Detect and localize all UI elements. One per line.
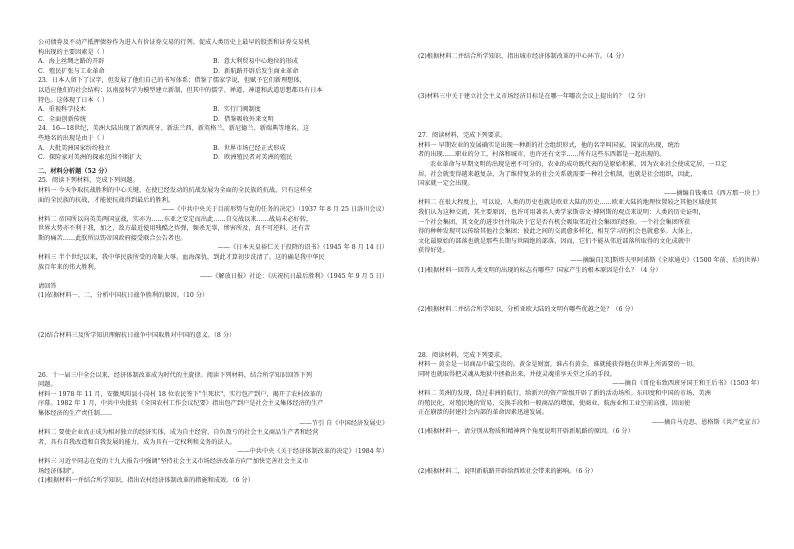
q28-m1-line-2: 同时也就取得把灵魂从地狱中拯救出来，并使灵魂重享天堂之乐的手段。 bbox=[418, 370, 616, 378]
q25-m3-source: ——《解放日报》社论：《庆祝抗日最后胜利》（1945 年 9 月 5 日） bbox=[199, 273, 388, 281]
option-row bbox=[38, 153, 388, 163]
q26-m1-line-1: 材料一 1978 年 11 月，安徽凤阳县小岗村 18 位农民签下"生死状"，实行包产到户，揭开了农村改革的 bbox=[38, 390, 323, 398]
q27-sub1: (1)根据材料一回答人类文明的出现的标志有哪些？国家产生的根本原因是什么？（4 分） bbox=[418, 266, 662, 274]
q26-m3-line-1: 材料三 习近平同志在党的十九大报告中强调"坚持社会主义市场经济改革方向""加快完善社会主义市 bbox=[38, 457, 309, 465]
option-d: D．借鉴吸收外来文明 bbox=[213, 115, 274, 123]
option-c: C．殖民扩张与工业革命 bbox=[38, 67, 105, 75]
q28-m2-line-2: 的殖民化，对殖民地的贸易、交换手段和一般商品的增加，使商业、航海业和工业空前高涨，因而使 bbox=[418, 399, 691, 407]
q27-m2-line-2: 我们认为这种交流，其主要原因，也许可用著名人类学家斯蒂文·博阿斯的观点来说明：人类的历史证明， bbox=[418, 208, 705, 216]
q26-m2-line-1: 材料二 要使企业真正成为相对独立的经济实体，成为自主经营、自负盈亏的社会主义商品生产者和经营 bbox=[38, 429, 319, 437]
option-row bbox=[38, 144, 388, 154]
q27-m1-line-2: 者的出现……职业的分工，村落和城市，也许还有文字……所有这些东西都是一起出现的。 bbox=[418, 151, 666, 159]
option-a: A．大批美洲国家纷纷独立 bbox=[38, 144, 111, 152]
q25-m2-line-1: 材料二 帝国所以向英美两国宣战，实亦为……东亚之安定而出此……自交战以来……战局未必好转， bbox=[38, 215, 313, 223]
q23-line-1: 23．日本人留下了汉字，但发展了他们自己的书写体系；借鉴了儒家学说，但赋予它们新理想体， bbox=[38, 77, 306, 85]
q23-line-2: 以适应他们的社会结构；以南蛮科学为模型建立新制，但其中的儒学、禅道、神道和武道思想都具有日本 bbox=[38, 86, 323, 94]
q27-m1-line-3: 农业革命与早期文明的出现是密不可分的，农业的成功既代表的是原始积累，因为农业社会使成定居，一旦定 bbox=[430, 160, 727, 168]
option-row bbox=[38, 57, 388, 67]
q25-m3-line-1: 材料三 半个世纪以来，我中华民族所受的奇耻大辱，血海深仇，到此才算初步洗清了。这的确是我中华民 bbox=[38, 254, 325, 262]
q26-m3-line-2: 场经济体制"。 bbox=[38, 467, 78, 475]
q28-m2-source: ——摘自马克思、恩格斯《共产党宣言》 bbox=[651, 418, 763, 426]
ask-label: 请回答 bbox=[38, 282, 57, 290]
q27-m1-line-1: 材料一 早期农业的发展确实是出现一种新的社会组织形式，他的名字叫国家。国家的出现，统治 bbox=[418, 141, 680, 149]
option-d: D．新航路开辟后发生商业革命 bbox=[213, 67, 299, 75]
option-b: B．意大利贸易中心地位的形成 bbox=[213, 58, 298, 66]
q28-sub1: (1)根据材料一，请分别从物质和精神两个角度说明开辟新航路的原因。（6 分） bbox=[418, 428, 634, 436]
q26-m1-line-3: 集体经济的生产责任制…… bbox=[38, 410, 113, 417]
q25-m1-line-2: 面的全民族的抗战，才能使抗战得到最后的胜利。 bbox=[38, 196, 175, 204]
q27-heading: 27．阅读材料，完成下列要求。 bbox=[418, 132, 507, 140]
q25-m1-source: ——《中共中央关于目前形势与党的任务的决定》（1937 年 8 月 25 日洛川会议） bbox=[161, 206, 388, 214]
q27-m2-line-4: 得的种种发现可以传给其他社会集团；彼此之间的交流愈多样化，相互学习的机会也就愈多。大体上， bbox=[418, 228, 697, 236]
q27-m2-line-6: 获得好处。 bbox=[418, 247, 449, 255]
q26-head-line-1: 26．十一届三中全会以来，经济体制改革成为时代的主旋律。阅读下列材料，结合所学知识回答下列 bbox=[38, 371, 312, 379]
q24-line-2: 些地名的出现是由于（ ） bbox=[38, 134, 109, 142]
q28-m1-source: ——摘自《哥伦布致西班牙国王和王后书》（1503 年） bbox=[612, 380, 763, 388]
option-d: D．欧洲殖民者对美洲的殖民 bbox=[213, 154, 293, 162]
q27-sub2: (2)根据材料二并结合所学知识，分析亚欧大陆的文明有哪些优越之处？（6 分） bbox=[418, 306, 637, 314]
option-row bbox=[38, 105, 388, 115]
q25-m1-line-1: 材料一 今天争取抗战胜利的中心关键，在使已经发动的抗战发展为全面的全民族的抗战。只有这样全 bbox=[38, 186, 313, 194]
q27-m2-source: ——摘编自[美]斯塔夫里阿诺斯《全球通史》（1500 年前、后的世界） bbox=[570, 256, 763, 264]
intro-line-1: 公司债券及不动产抵押债券作为进入有价证券交易的行列。促成人类历史上最早的股票和证券交易机 bbox=[38, 39, 311, 46]
option-a: A．重视科学技术 bbox=[38, 106, 86, 114]
q28-sub2: (2)根据材料二，说明新航路开辟给西欧社会带来的影响。（6 分） bbox=[418, 468, 597, 476]
q26-m1-source: ——节引 自《中国经济发展史》 bbox=[299, 419, 388, 427]
q28-m2-line-1: 材料二 美洲的发现，绕过非洲的航行，给新兴的资产阶级开辟了新的活动场所。东印度和中国的市场，美洲 bbox=[418, 390, 711, 398]
q27-m2-line-3: 一个社会集团，其文化的进步往往取决于它是否有机会吸取邻近社会集团的经验。一个社会集团所获 bbox=[418, 218, 691, 226]
left-column bbox=[38, 38, 388, 486]
q26-head-line-2: 问题。 bbox=[38, 381, 57, 389]
q25-m3-line-2: 族百年来的伟大胜利。 bbox=[38, 263, 100, 271]
q24-line-1: 24．16—18世纪，美洲大陆出现了新西班牙、新法兰西、新英格兰、新尼德兰、新瑞典等地名，这 bbox=[38, 125, 310, 133]
q26-sub2: (2)根据材料二并结合所学知识，指出城市经济体制改革的中心环节。（4 分） bbox=[418, 53, 628, 60]
q25-m2-line-2: 世界大势亦不利于我，加之，敌方最近使用残酷之炸弹，频杀无辜，惨害所及，真不可逆料。还有苦 bbox=[38, 225, 311, 233]
q28-m1-line-1: 材料一 黄金是一切商品中最宝贵的。黄金是财富，谁占有黄金，谁就能获得他在世界上所需要的一切。 bbox=[418, 361, 699, 369]
option-a: A．海上丝绸之路的开辟 bbox=[38, 58, 105, 66]
option-b: B．实行门阀制度 bbox=[213, 106, 261, 114]
right-column bbox=[418, 38, 763, 477]
q27-m1-line-4: 居，社会就变得越来越复杂，为了维持复杂的社会关系就需要一种社会机制，也就是社会组织，因此， bbox=[418, 170, 697, 178]
section-heading: 二、材料分析题（52 分） bbox=[38, 167, 111, 175]
q27-m1-line-5: 国家就一定会出现。 bbox=[418, 180, 474, 188]
q25-m2-line-3: 斯的痛苦……此朕所以饬帝国政府接受联合公告者也。 bbox=[38, 234, 187, 242]
q25-sub2: (2)结合材料三及所学知识理解抗日战争中国取胜对中国的意义。（8 分） bbox=[38, 332, 236, 340]
q25-heading: 25．阅读下列材料，完成下列问题。 bbox=[38, 177, 139, 185]
option-row bbox=[38, 67, 388, 77]
q26-sub1: (1)根据材料一并结合所学知识，指出农村经济体制改革的措施和成效。（6 分） bbox=[38, 477, 254, 485]
q28-m2-line-3: 正在崩溃的封建社会内部的革命因素迅速发展。 bbox=[418, 409, 548, 417]
option-c: C．探险家对美洲的探索范围不断扩大 bbox=[38, 154, 142, 162]
q27-m2-line-1: 材料二 在很大程度上，可以说，人类的历史也就是欧亚大陆的历史……欧亚大陆的地理位置较之其他区域使其 bbox=[418, 199, 717, 207]
q25-sub1: (1)依据材料一、二，分析中国抗日战争胜利的原因。（10 分） bbox=[38, 292, 209, 300]
q25-m2-source: ——《日本天皇裕仁关于投降的诏书》（1945 年 8 月 14 日） bbox=[217, 244, 388, 252]
q26-sub3: (3)材料三中关于建立社会主义市场经济目标是在哪一年哪次会议上提出的？（2 分） bbox=[418, 92, 650, 100]
q27-m1-source: ——摘编自钱乘旦《西方那一块土》 bbox=[664, 189, 763, 197]
intro-line-2: 构出现的主要因素是（ ） bbox=[38, 48, 109, 56]
q26-m2-line-2: 者，具有自我改造和自我发展的能力，成为具有一定权利和义务的法人。 bbox=[38, 438, 236, 446]
q23-line-3: 特色。这体现了日本（ ） bbox=[38, 96, 109, 104]
option-row bbox=[38, 115, 388, 125]
option-c: C．全面创新传统 bbox=[38, 115, 87, 123]
q28-heading: 28．阅读材料，完成下列要求。 bbox=[418, 351, 507, 359]
q26-m2-source: ——中共中央《关于经济体制改革的决定》（1984 年） bbox=[237, 448, 388, 456]
option-b: B．世界市场已经正式形成 bbox=[213, 144, 286, 152]
q27-m2-line-5: 文化最原始的部落也就是那些长期与世隔绝的部落，因而，它们不能从邻近部落所取得的文化成就中 bbox=[418, 237, 691, 245]
q26-m1-line-2: 序幕。1982 年 1 月，中共中央批转《全国农村工作会议纪要》指出包产到户是社会主义集体经济的生产 bbox=[38, 400, 324, 408]
